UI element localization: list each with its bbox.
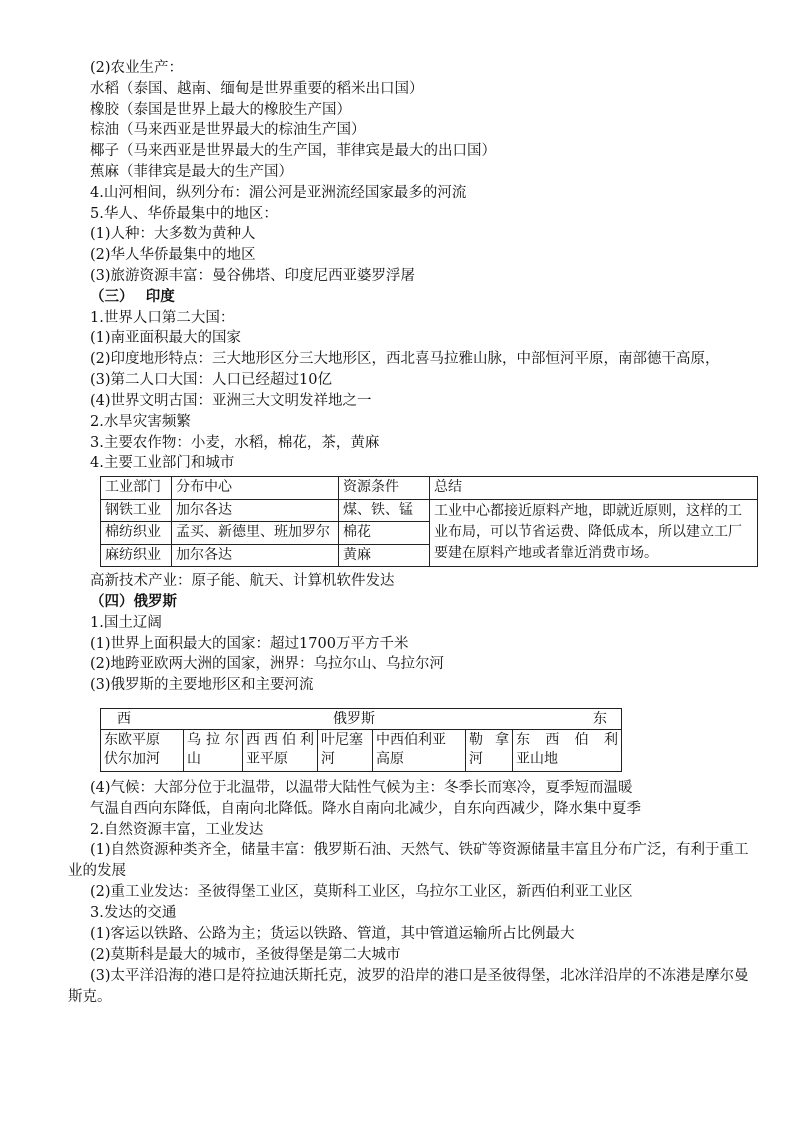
text-line: 4.主要工业部门和城市 [90, 455, 235, 472]
table-row [101, 729, 622, 771]
table-cell: 西西伯利 亚平原 [243, 729, 318, 771]
text-line: (1)南亚面积最大的国家 [90, 330, 242, 347]
text-line: (2)地跨亚欧两大洲的国家，洲界：乌拉尔山、乌拉尔河 [90, 656, 445, 673]
text-line: 4.山河相间，纵列分布：湄公河是亚洲流经国家最多的河流 [90, 184, 467, 201]
text-line: 1.国土辽阔 [90, 614, 162, 631]
table-cell: 孟买、新德里、班加罗尔 [172, 522, 339, 545]
text-paragraph: (3)太平洋沿海的港口是符拉迪沃斯托克，波罗的沿岸的港口是圣彼得堡，北冰洋沿岸的不冻港是摩尔曼斯克。 [68, 967, 749, 1005]
industry-table [100, 476, 758, 567]
table-header-cell: 工业部门 [101, 477, 172, 500]
direction-east-label: 东 [593, 710, 607, 727]
text-line: (4)世界文明古国：亚洲三大文明发祥地之一 [90, 392, 372, 409]
table-header-row [101, 708, 622, 729]
text-line: (2)重工业发达：圣彼得堡工业区，莫斯科工业区，乌拉尔工业区，新西伯利亚工业区 [90, 884, 633, 901]
direction-west-label: 西 [117, 710, 131, 727]
text-line: (1)世界上面积最大的国家：超过1700万平方千米 [90, 635, 409, 652]
text-line: 3.发达的交通 [90, 905, 177, 922]
text-line: 2.水旱灾害频繁 [90, 413, 191, 430]
table-cell: 叶尼塞 河 [318, 729, 373, 771]
text-line: 水稻（泰国、越南、缅甸是世界重要的稻米出口国） [90, 80, 424, 97]
table-header-cell: 资源条件 [339, 477, 430, 500]
table-row [101, 499, 758, 522]
document-page [68, 58, 750, 1008]
table-header-cell: 总结 [430, 477, 758, 500]
text-line: (2)莫斯科是最大的城市，圣彼得堡是第二大城市 [90, 946, 401, 963]
text-line: 1.世界人口第二大国： [90, 309, 235, 326]
terrain-table [100, 708, 622, 772]
text-line: (1)客运以铁路、公路为主；货运以铁路、管道，其中管道运输所占比例最大 [90, 925, 575, 942]
text-paragraph: (2)印度地形特点：三大地形区分三大地形区，西北喜马拉雅山脉，中部恒河平原，南部德干高原， [90, 351, 720, 368]
table-cell: 东西伯利 亚山地 [513, 729, 622, 771]
table-cell: 钢铁工业 [101, 499, 172, 522]
text-line: 蕉麻（菲律宾是最大的生产国） [90, 163, 293, 180]
text-paragraph: (1)自然资源种类齐全，储量丰富：俄罗斯石油、天然气、铁矿等资源储量丰富且分布广泛，有利于重工业的发展 [68, 842, 749, 880]
text-line: 橡胶（泰国是世界上最大的橡胶生产国） [90, 101, 351, 118]
terrain-title: 俄罗斯 [333, 710, 375, 727]
table-header-row [101, 477, 758, 500]
table-cell: 麻纺织业 [101, 544, 172, 567]
text-line: (3)旅游资源丰富：曼谷佛塔、印度尼西亚婆罗浮屠 [90, 267, 416, 284]
text-line: 3.主要农作物：小麦，水稻，棉花，茶，黄麻 [90, 434, 380, 451]
table-cell: 棉纺织业 [101, 522, 172, 545]
text-line: 5.华人、华侨最集中的地区： [90, 205, 278, 222]
text-line: (4)气候：大部分位于北温带，以温带大陆性气候为主：冬季长而寒冷，夏季短而温暖 [90, 779, 633, 796]
table-cell: 加尔各达 [172, 544, 339, 567]
table-summary-cell: 工业中心都接近原料产地，即就近原则，这样的工业布局，可以节省运费、降低成本，所以建立工厂要建在原料产地或者靠近消费市场。 [430, 499, 758, 567]
text-line: (3)俄罗斯的主要地形区和主要河流 [90, 677, 314, 694]
table-cell: 加尔各达 [172, 499, 339, 522]
table-cell: 勒拿 河 [466, 729, 513, 771]
text-line: 2.自然资源丰富，工业发达 [90, 821, 264, 838]
table-cell: 煤、铁、锰 [339, 499, 430, 522]
table-cell: 棉花 [339, 522, 430, 545]
text-line: 高新技术产业：原子能、航天、计算机软件发达 [90, 573, 395, 590]
table-header-cell: 分布中心 [172, 477, 339, 500]
text-line: (2)农业生产： [90, 60, 184, 76]
text-line: 气温自西向东降低，自南向北降低。降水自南向北减少，自东向西减少，降水集中夏季 [90, 800, 641, 817]
text-line: (2)华人华侨最集中的地区 [90, 247, 256, 264]
text-line: 棕油（马来西亚是世界最大的棕油生产国） [90, 122, 366, 139]
text-line: (3)第二人口大国：人口已经超过10亿 [90, 372, 332, 389]
table-cell: 中西伯利亚 高原 [373, 729, 466, 771]
text-line: (1)人种：大多数为黄种人 [90, 226, 256, 243]
table-cell: 黄麻 [339, 544, 430, 567]
table-header-cell [101, 708, 622, 729]
text-line: 椰子（马来西亚是世界最大的生产国，菲律宾是最大的出口国） [90, 143, 496, 160]
table-cell: 乌拉尔 山 [184, 729, 243, 771]
section-heading-russia: （四）俄罗斯 [90, 592, 177, 610]
table-cell: 东欧平原 伏尔加河 [101, 729, 184, 771]
section-heading-india: （三） 印度 [90, 287, 175, 305]
